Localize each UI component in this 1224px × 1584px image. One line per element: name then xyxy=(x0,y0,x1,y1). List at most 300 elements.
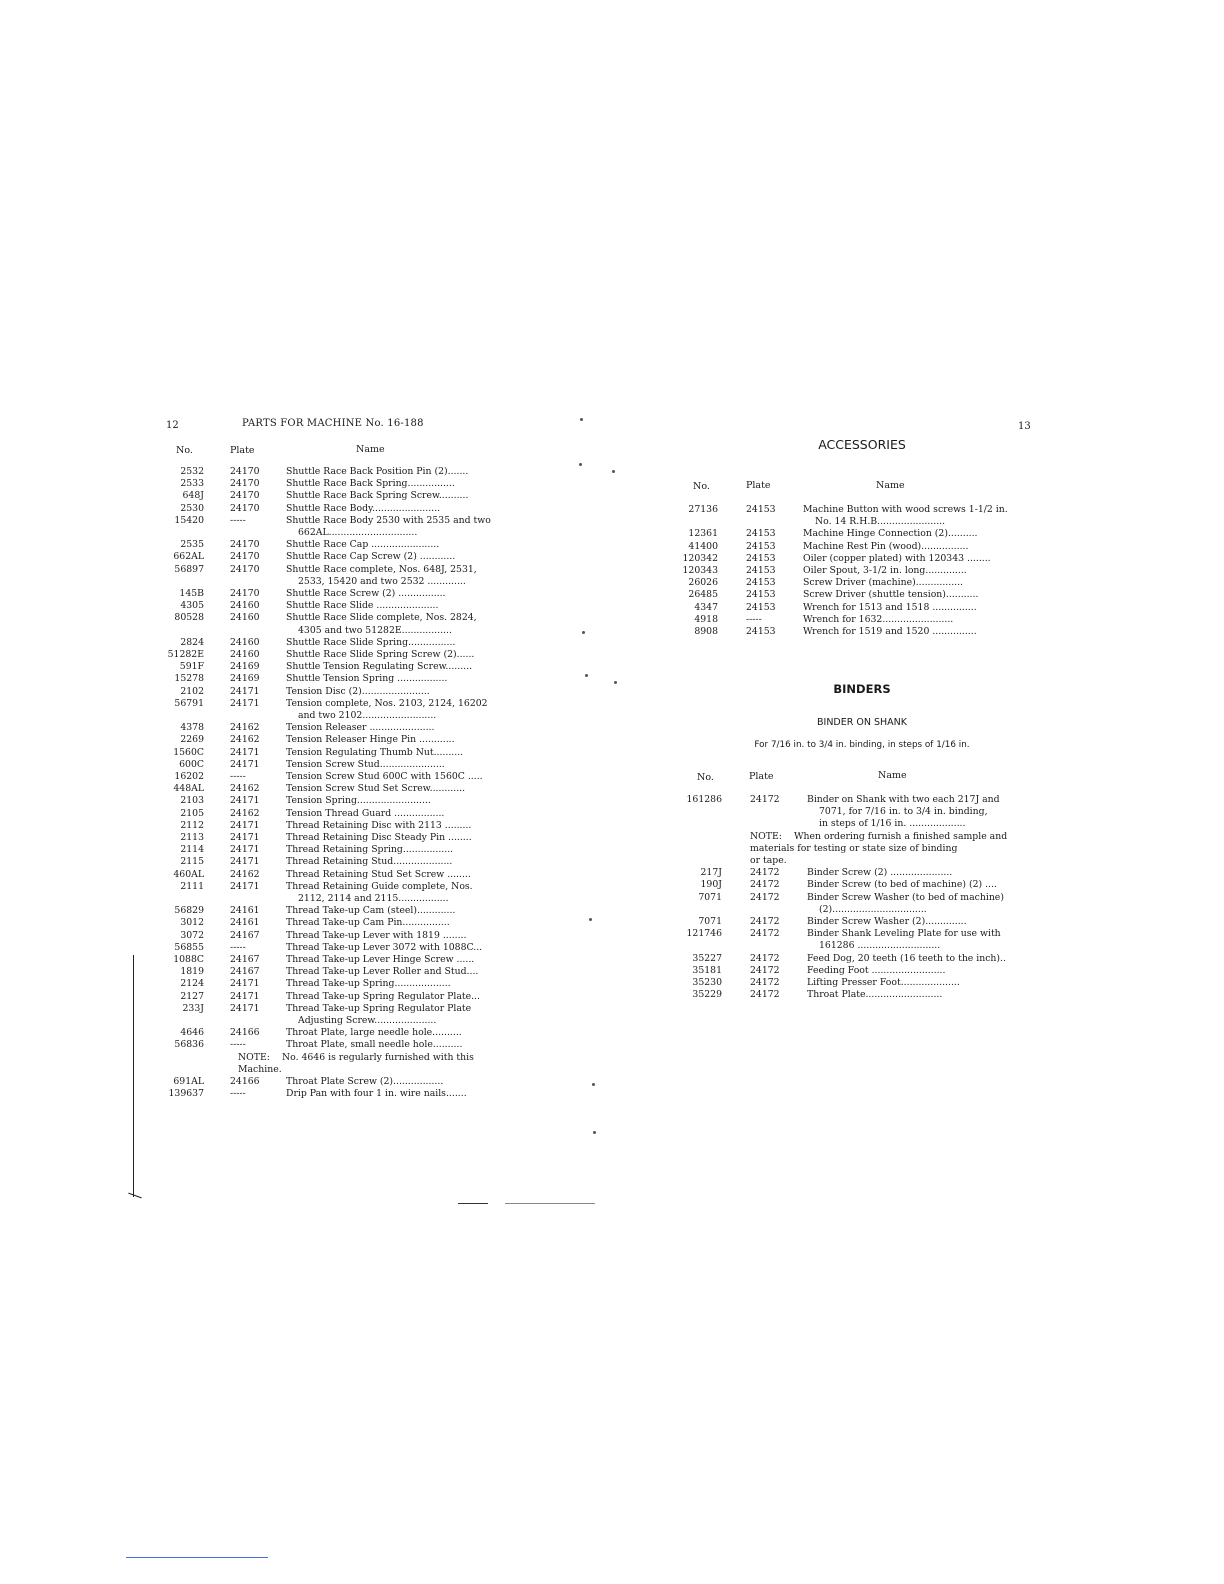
table-row xyxy=(160,1027,530,1039)
table-row xyxy=(672,516,1044,528)
scan-margin-line xyxy=(133,955,134,1197)
part-name: Feed Dog, 20 teeth (16 teeth to the inch).. xyxy=(807,952,1006,964)
part-name: Wrench for 1513 and 1518 ............... xyxy=(803,601,977,613)
scan-speck xyxy=(589,918,592,921)
part-number: 121746 xyxy=(686,928,722,940)
plate-number: 24161 xyxy=(230,905,260,917)
part-number: 56791 xyxy=(174,697,204,709)
plate-number: 24169 xyxy=(230,673,260,685)
plate-number: 24172 xyxy=(750,964,780,976)
part-name: (2)................................ xyxy=(819,903,927,915)
table-row xyxy=(672,977,1044,989)
plate-number: 24171 xyxy=(230,685,260,697)
table-row xyxy=(160,637,530,649)
part-number: 16202 xyxy=(174,771,204,782)
table-row xyxy=(160,795,530,807)
note-text: materials for testing or state size of binding xyxy=(750,842,958,854)
plate-number: 24171 xyxy=(230,856,260,868)
plate-number: 24166 xyxy=(230,1027,260,1039)
table-row xyxy=(672,892,1044,904)
part-name: Thread Take-up Lever 3072 with 1088C... xyxy=(286,941,483,953)
plate-number: 24172 xyxy=(750,794,780,805)
plate-number: 24162 xyxy=(230,783,260,795)
scan-speck xyxy=(592,1083,595,1086)
table-row xyxy=(160,832,530,844)
plate-number: 24167 xyxy=(230,954,260,965)
part-number: 448AL xyxy=(173,783,204,795)
column-header-name: Name xyxy=(356,444,385,455)
part-number: 460AL xyxy=(173,868,204,880)
plate-number: 24170 xyxy=(230,563,260,575)
part-number: 51282E xyxy=(167,649,204,660)
part-name: Binder Screw (to bed of machine) (2) .... xyxy=(807,879,997,891)
scan-speck xyxy=(614,681,617,684)
plate-number: 24169 xyxy=(230,661,260,673)
table-row xyxy=(160,722,530,734)
table-row xyxy=(160,1088,530,1100)
part-number: 35227 xyxy=(692,952,722,964)
plate-number: 24167 xyxy=(230,966,260,978)
plate-number: 24153 xyxy=(746,528,776,540)
plate-number: 24153 xyxy=(746,626,776,637)
table-row xyxy=(160,649,530,661)
binders-subtitle: BINDER ON SHANK xyxy=(817,717,907,728)
part-number: 4347 xyxy=(694,601,718,613)
plate-number: 24160 xyxy=(230,649,260,660)
part-name: Thread Take-up Lever Hinge Screw ...... xyxy=(286,954,475,965)
part-name: Throat Plate, large needle hole.......... xyxy=(286,1027,462,1039)
part-number: 2114 xyxy=(180,844,204,856)
table-row xyxy=(160,844,530,856)
table-row xyxy=(672,916,1044,928)
note-text: No. 4646 is regularly furnished with this xyxy=(282,1051,474,1063)
part-name: Binder Screw (2) ..................... xyxy=(807,867,953,879)
table-row xyxy=(160,612,530,624)
part-number: 2111 xyxy=(180,880,204,892)
binders-header-plate: Plate xyxy=(749,771,774,782)
table-row xyxy=(160,893,530,905)
table-row xyxy=(672,589,1044,601)
part-number: 600C xyxy=(179,758,204,770)
plate-number: 24172 xyxy=(750,928,780,940)
part-number: 662AL xyxy=(173,551,204,563)
plate-number: 24162 xyxy=(230,868,260,880)
plate-number: 24172 xyxy=(750,867,780,879)
part-name: Oiler (copper plated) with 120343 ........ xyxy=(803,552,991,564)
part-number: 2124 xyxy=(180,978,204,990)
plate-number: 24170 xyxy=(230,490,260,502)
part-number: 2530 xyxy=(180,502,204,514)
part-number: 3012 xyxy=(180,917,204,929)
part-number: 35229 xyxy=(692,989,722,1001)
part-name: Thread Take-up Cam (steel)............. xyxy=(286,905,456,917)
scan-speck xyxy=(580,418,583,421)
part-number: 217J xyxy=(700,867,722,879)
part-name: Shuttle Race Cap ....................... xyxy=(286,539,440,551)
part-number: 35230 xyxy=(692,977,722,988)
part-name: Binder Screw Washer (to bed of machine) xyxy=(807,891,1004,903)
table-row xyxy=(160,856,530,868)
table-row xyxy=(160,1003,530,1015)
part-number: 56829 xyxy=(174,905,204,917)
table-row xyxy=(672,879,1044,891)
table-row xyxy=(160,710,530,722)
part-name: Shuttle Race complete, Nos. 648J, 2531, xyxy=(286,563,477,575)
part-number: 120342 xyxy=(682,552,718,564)
plate-number: ----- xyxy=(230,1088,246,1100)
table-row xyxy=(672,806,1044,818)
plate-number: 24171 xyxy=(230,832,260,843)
table-row xyxy=(160,905,530,917)
scan-speck xyxy=(579,463,582,466)
page-number-right: 13 xyxy=(1018,421,1031,432)
table-row xyxy=(160,978,530,990)
plate-number: 24153 xyxy=(746,589,776,601)
part-name: 7071, for 7/16 in. to 3/4 in. binding, xyxy=(819,806,988,818)
page-number-left: 12 xyxy=(166,420,179,431)
part-name: Machine Hinge Connection (2).......... xyxy=(803,528,978,540)
note-text: When ordering furnish a finished sample and xyxy=(794,830,1008,842)
part-name: Tension complete, Nos. 2103, 2124, 16202 xyxy=(286,697,488,709)
scan-bottom-rule xyxy=(458,1203,488,1204)
plate-number: 24172 xyxy=(750,977,780,988)
table-row xyxy=(672,577,1044,589)
plate-number: 24171 xyxy=(230,746,260,758)
plate-number: 24172 xyxy=(750,916,780,927)
table-row xyxy=(672,626,1044,638)
part-name: Oiler Spout, 3-1/2 in. long.............. xyxy=(803,565,967,576)
part-number: 56897 xyxy=(174,563,204,575)
part-number: 2532 xyxy=(180,466,204,477)
table-row xyxy=(160,478,530,490)
part-name: Thread Take-up Spring Regulator Plate xyxy=(286,1002,472,1014)
part-number: 2115 xyxy=(180,856,204,868)
plate-number: 24166 xyxy=(230,1076,260,1087)
table-row xyxy=(160,942,530,954)
scan-speck xyxy=(612,470,615,473)
part-name: Throat Plate.......................... xyxy=(807,989,943,1001)
part-number: 4378 xyxy=(180,722,204,734)
table-row xyxy=(160,1015,530,1027)
part-number: 233J xyxy=(182,1002,204,1014)
part-name: Shuttle Race Slide Spring Screw (2)...... xyxy=(286,649,475,660)
part-name: Tension Regulating Thumb Nut.......... xyxy=(286,746,464,758)
plate-number: 24170 xyxy=(230,588,260,599)
part-name: Shuttle Tension Regulating Screw......... xyxy=(286,661,473,673)
part-name: Throat Plate Screw (2)................. xyxy=(286,1076,444,1087)
part-number: 80528 xyxy=(174,612,204,624)
table-row xyxy=(160,600,530,612)
plate-number: 24171 xyxy=(230,1002,260,1014)
table-row xyxy=(160,515,530,527)
part-number: 1088C xyxy=(173,954,204,965)
part-number: 12361 xyxy=(688,528,718,540)
note-text: Machine. xyxy=(238,1063,282,1075)
plate-number: ----- xyxy=(230,771,246,782)
part-name: Shuttle Race Slide ..................... xyxy=(286,600,439,612)
plate-number: 24170 xyxy=(230,478,260,490)
table-row xyxy=(160,1076,530,1088)
part-number: 2105 xyxy=(180,807,204,819)
part-name: Shuttle Race Back Spring................ xyxy=(286,478,455,490)
part-name: Shuttle Tension Spring ................. xyxy=(286,673,448,685)
plate-number: ----- xyxy=(230,1039,246,1051)
table-row xyxy=(160,503,530,515)
note-label: NOTE: xyxy=(750,830,782,842)
part-name: Throat Plate, small needle hole.......... xyxy=(286,1039,463,1051)
table-row xyxy=(672,614,1044,626)
part-number: 2269 xyxy=(180,734,204,746)
part-name: Lifting Presser Foot.................... xyxy=(807,977,960,988)
binders-header-no: No. xyxy=(697,772,714,783)
note-label: NOTE: xyxy=(238,1051,270,1063)
part-name: Drip Pan with four 1 in. wire nails....... xyxy=(286,1088,467,1100)
part-number: 1819 xyxy=(180,966,204,978)
table-row xyxy=(160,734,530,746)
scan-margin-tick xyxy=(128,1193,141,1199)
footer-blue-rule xyxy=(126,1557,268,1558)
part-name: 662AL.............................. xyxy=(298,527,418,538)
accessories-header-no: No. xyxy=(693,481,710,492)
part-number: 27136 xyxy=(688,504,718,515)
part-name: and two 2102......................... xyxy=(298,710,437,721)
part-number: 2535 xyxy=(180,539,204,551)
part-name: Thread Retaining Stud Set Screw ........ xyxy=(286,868,471,880)
part-name: Machine Button with wood screws 1-1/2 in. xyxy=(803,504,1008,515)
plate-number: 24160 xyxy=(230,612,260,624)
part-number: 7071 xyxy=(698,916,722,927)
table-row xyxy=(160,966,530,978)
table-row xyxy=(160,991,530,1003)
table-row xyxy=(160,490,530,502)
plate-number: 24160 xyxy=(230,636,260,648)
part-number: 1560C xyxy=(173,746,204,758)
part-name: Wrench for 1632........................ xyxy=(803,613,954,625)
part-number: 2103 xyxy=(180,795,204,807)
plate-number: 24171 xyxy=(230,758,260,770)
column-header-no: No. xyxy=(176,445,193,456)
accessories-header-plate: Plate xyxy=(746,480,771,491)
table-row xyxy=(672,855,1044,867)
part-number: 120343 xyxy=(682,565,718,576)
table-row xyxy=(672,940,1044,952)
plate-number: 24162 xyxy=(230,734,260,746)
table-row xyxy=(160,686,530,698)
part-name: Screw Driver (shuttle tension)........... xyxy=(803,589,979,601)
part-name: Thread Retaining Guide complete, Nos. xyxy=(286,880,473,892)
table-row xyxy=(160,527,530,539)
scan-speck xyxy=(593,1131,596,1134)
part-number: 139637 xyxy=(168,1088,204,1100)
plate-number: ----- xyxy=(230,941,246,953)
plate-number: 24170 xyxy=(230,551,260,563)
table-row xyxy=(160,588,530,600)
table-row xyxy=(160,771,530,783)
table-row xyxy=(160,564,530,576)
table-row xyxy=(160,1064,530,1076)
part-name: No. 14 R.H.B....................... xyxy=(815,516,946,528)
part-number: 691AL xyxy=(173,1076,204,1087)
part-number: 2824 xyxy=(180,636,204,648)
plate-number: ----- xyxy=(230,514,246,526)
scan-speck xyxy=(585,674,588,677)
part-name: in steps of 1/16 in. ................... xyxy=(819,818,966,830)
plate-number: 24171 xyxy=(230,795,260,807)
plate-number: 24170 xyxy=(230,466,260,477)
binders-title: BINDERS xyxy=(833,682,891,696)
table-row xyxy=(672,953,1044,965)
part-name: 2112, 2114 and 2115................. xyxy=(298,893,449,904)
part-number: 2113 xyxy=(180,832,204,843)
part-number: 15420 xyxy=(174,514,204,526)
table-row xyxy=(160,783,530,795)
part-name: Tension Releaser ...................... xyxy=(286,722,435,734)
plate-number: 24160 xyxy=(230,600,260,612)
part-name: Shuttle Race Body 2530 with 2535 and two xyxy=(286,514,491,526)
scan-speck xyxy=(582,631,585,634)
part-name: Tension Screw Stud...................... xyxy=(286,758,445,770)
plate-number: 24153 xyxy=(746,552,776,564)
part-name: Binder on Shank with two each 217J and xyxy=(807,794,1000,805)
table-row xyxy=(160,1039,530,1051)
part-name: Thread Take-up Spring................... xyxy=(286,978,451,990)
part-name: Tension Spring......................... xyxy=(286,795,431,807)
part-number: 56855 xyxy=(174,941,204,953)
table-row xyxy=(672,928,1044,940)
plate-number: 24171 xyxy=(230,990,260,1002)
part-name: 2533, 15420 and two 2532 ............. xyxy=(298,575,466,587)
plate-number: 24153 xyxy=(746,504,776,515)
part-name: Wrench for 1519 and 1520 ............... xyxy=(803,626,977,637)
part-name: Thread Take-up Lever Roller and Stud.... xyxy=(286,966,479,978)
part-number: 4918 xyxy=(694,613,718,625)
part-name: Machine Rest Pin (wood)................ xyxy=(803,540,969,552)
table-row xyxy=(672,867,1044,879)
part-name: Tension Releaser Hinge Pin ............ xyxy=(286,734,455,746)
table-row xyxy=(160,954,530,966)
part-name: Shuttle Race Screw (2) ................ xyxy=(286,588,446,599)
part-number: 3072 xyxy=(180,929,204,941)
part-number: 35181 xyxy=(692,964,722,976)
part-number: 56836 xyxy=(174,1039,204,1051)
part-name: Binder Screw Washer (2).............. xyxy=(807,916,967,927)
table-row xyxy=(160,808,530,820)
table-row xyxy=(672,602,1044,614)
table-row xyxy=(672,965,1044,977)
part-number: 145B xyxy=(179,588,204,599)
part-name: Thread Retaining Stud.................... xyxy=(286,856,453,868)
part-number: 41400 xyxy=(688,540,718,552)
binders-range-note: For 7/16 in. to 3/4 in. binding, in steps of 1/16 in. xyxy=(754,740,970,750)
plate-number: 24172 xyxy=(750,989,780,1001)
plate-number: 24172 xyxy=(750,891,780,903)
table-row xyxy=(160,1052,530,1064)
part-number: 591F xyxy=(179,661,204,673)
table-row xyxy=(672,553,1044,565)
table-row xyxy=(672,794,1044,806)
plate-number: 24171 xyxy=(230,978,260,990)
table-row xyxy=(672,989,1044,1001)
table-row xyxy=(160,698,530,710)
scan-bottom-rule-faint xyxy=(505,1203,595,1204)
part-name: 4305 and two 51282E................. xyxy=(298,624,452,636)
part-name: Tension Disc (2)....................... xyxy=(286,685,430,697)
part-name: Tension Screw Stud 600C with 1560C ..... xyxy=(286,771,483,782)
part-name: Thread Retaining Disc with 2113 ......... xyxy=(286,819,472,831)
plate-number: 24167 xyxy=(230,929,260,941)
table-row xyxy=(672,843,1044,855)
table-row xyxy=(160,539,530,551)
table-row xyxy=(160,881,530,893)
plate-number: 24162 xyxy=(230,807,260,819)
part-number: 2533 xyxy=(180,478,204,490)
plate-number: 24153 xyxy=(746,577,776,589)
table-row xyxy=(160,917,530,929)
part-number: 7071 xyxy=(698,891,722,903)
part-name: Shuttle Race Back Position Pin (2)....... xyxy=(286,466,469,477)
table-row xyxy=(160,551,530,563)
part-name: Shuttle Race Slide Spring................ xyxy=(286,636,456,648)
plate-number: 24171 xyxy=(230,697,260,709)
part-number: 190J xyxy=(700,879,722,891)
table-row xyxy=(672,504,1044,516)
part-number: 2112 xyxy=(180,819,204,831)
accessories-title: ACCESSORIES xyxy=(818,437,906,452)
part-number: 161286 xyxy=(686,794,722,805)
part-name: Screw Driver (machine)................ xyxy=(803,577,964,589)
plate-number: 24171 xyxy=(230,844,260,856)
table-row xyxy=(160,576,530,588)
table-row xyxy=(672,831,1044,843)
running-head: PARTS FOR MACHINE No. 16-188 xyxy=(242,418,424,429)
plate-number: 24161 xyxy=(230,917,260,929)
accessories-header-name: Name xyxy=(876,480,905,491)
part-number: 2127 xyxy=(180,990,204,1002)
part-name: Shuttle Race Slide complete, Nos. 2824, xyxy=(286,612,477,624)
plate-number: 24171 xyxy=(230,819,260,831)
part-name: Thread Take-up Spring Regulator Plate... xyxy=(286,990,480,1002)
part-name: Thread Take-up Lever with 1819 ........ xyxy=(286,929,467,941)
part-name: Shuttle Race Cap Screw (2) ............ xyxy=(286,551,456,563)
table-row xyxy=(160,759,530,771)
plate-number: 24172 xyxy=(750,879,780,891)
part-number: 8908 xyxy=(694,626,718,637)
note-text: or tape. xyxy=(750,855,787,866)
table-row xyxy=(160,625,530,637)
part-name: Tension Thread Guard ................. xyxy=(286,807,445,819)
plate-number: 24170 xyxy=(230,539,260,551)
plate-number: 24153 xyxy=(746,565,776,576)
table-row xyxy=(160,820,530,832)
table-row xyxy=(672,541,1044,553)
plate-number: 24153 xyxy=(746,540,776,552)
plate-number: 24170 xyxy=(230,502,260,514)
part-name: Feeding Foot ......................... xyxy=(807,964,946,976)
part-name: 161286 ............................ xyxy=(819,940,941,952)
table-row xyxy=(160,930,530,942)
part-name: Thread Retaining Disc Steady Pin ........ xyxy=(286,832,472,843)
part-number: 4646 xyxy=(180,1027,204,1039)
table-row xyxy=(160,869,530,881)
part-name: Shuttle Race Back Spring Screw.......... xyxy=(286,490,469,502)
table-row xyxy=(160,466,530,478)
table-row xyxy=(672,904,1044,916)
plate-number: ----- xyxy=(746,613,762,625)
table-row xyxy=(672,528,1044,540)
part-name: Thread Take-up Cam Pin................ xyxy=(286,917,450,929)
plate-number: 24162 xyxy=(230,722,260,734)
plate-number: 24153 xyxy=(746,601,776,613)
